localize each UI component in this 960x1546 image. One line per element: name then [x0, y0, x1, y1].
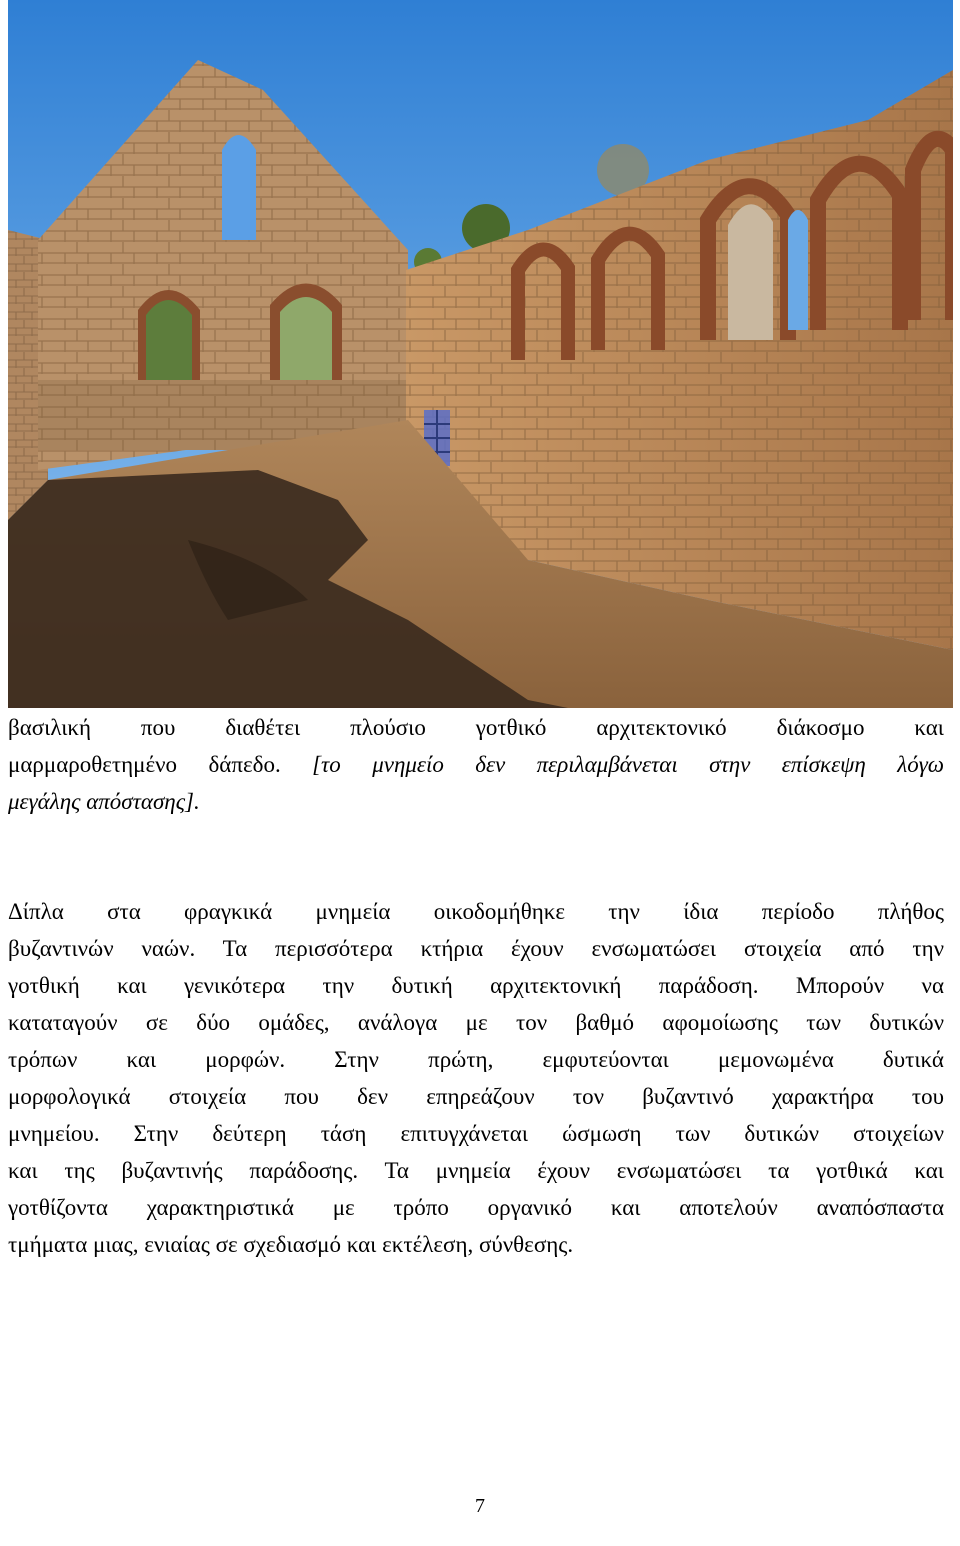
text-line: τμήματα μιας, ενιαίας σε σχεδιασμό και εκτέλεση, σύνθεσης. [8, 1232, 574, 1257]
text-line [8, 746, 944, 783]
text-line: τρόπων και μορφών. Στην πρώτη, εμφυτεύονται μεμονωμένα δυτικά [8, 1047, 944, 1072]
text-line [8, 783, 944, 820]
page-number: 7 [475, 1495, 485, 1517]
text-line: καταταγούν σε δύο ομάδες, ανάλογα με τον βαθμό αφομοίωσης των δυτικών [8, 1010, 944, 1035]
text-line: και της βυζαντινής παράδοσης. Τα μνημεία έχουν ενσωματώσει τα γοτθικά και [8, 1158, 944, 1183]
italic-note: [το μνημείο δεν περιλαμβάνεται στην επίσκεψη λόγω [312, 752, 944, 777]
text-line: γοτθίζοντα χαρακτηριστικά με τρόπο οργανικό και αποτελούν αναπόσπαστα [8, 1195, 944, 1220]
text-segment: βασιλική που διαθέτει πλούσιο γοτθικό αρχιτεκτονικό διάκοσμο και [8, 715, 944, 740]
church-ruins-photo [8, 0, 953, 708]
text-segment: μαρμαροθετημένο δάπεδο. [8, 752, 313, 777]
text-line [8, 709, 944, 746]
paragraph-byzantine-churches [8, 893, 944, 1263]
paragraph-continuation [8, 709, 944, 820]
text-line: Δίπλα στα φραγκικά μνημεία οικοδομήθηκε την ίδια περίοδο πλήθος [8, 899, 944, 924]
photo-illustration [8, 0, 953, 708]
text-line: βυζαντινών ναών. Τα περισσότερα κτήρια έχουν ενσωματώσει στοιχεία από την [8, 936, 944, 961]
text-line: γοτθική και γενικότερα την δυτική αρχιτεκτονική παράδοση. Μπορούν να [8, 973, 944, 998]
text-line: μνημείου. Στην δεύτερη τάση επιτυγχάνεται ώσμωση των δυτικών στοιχείων [8, 1121, 944, 1146]
italic-note: μεγάλης απόστασης]. [8, 789, 200, 814]
text-line: μορφολογικά στοιχεία που δεν επηρεάζουν τον βυζαντινό χαρακτήρα του [8, 1084, 944, 1109]
